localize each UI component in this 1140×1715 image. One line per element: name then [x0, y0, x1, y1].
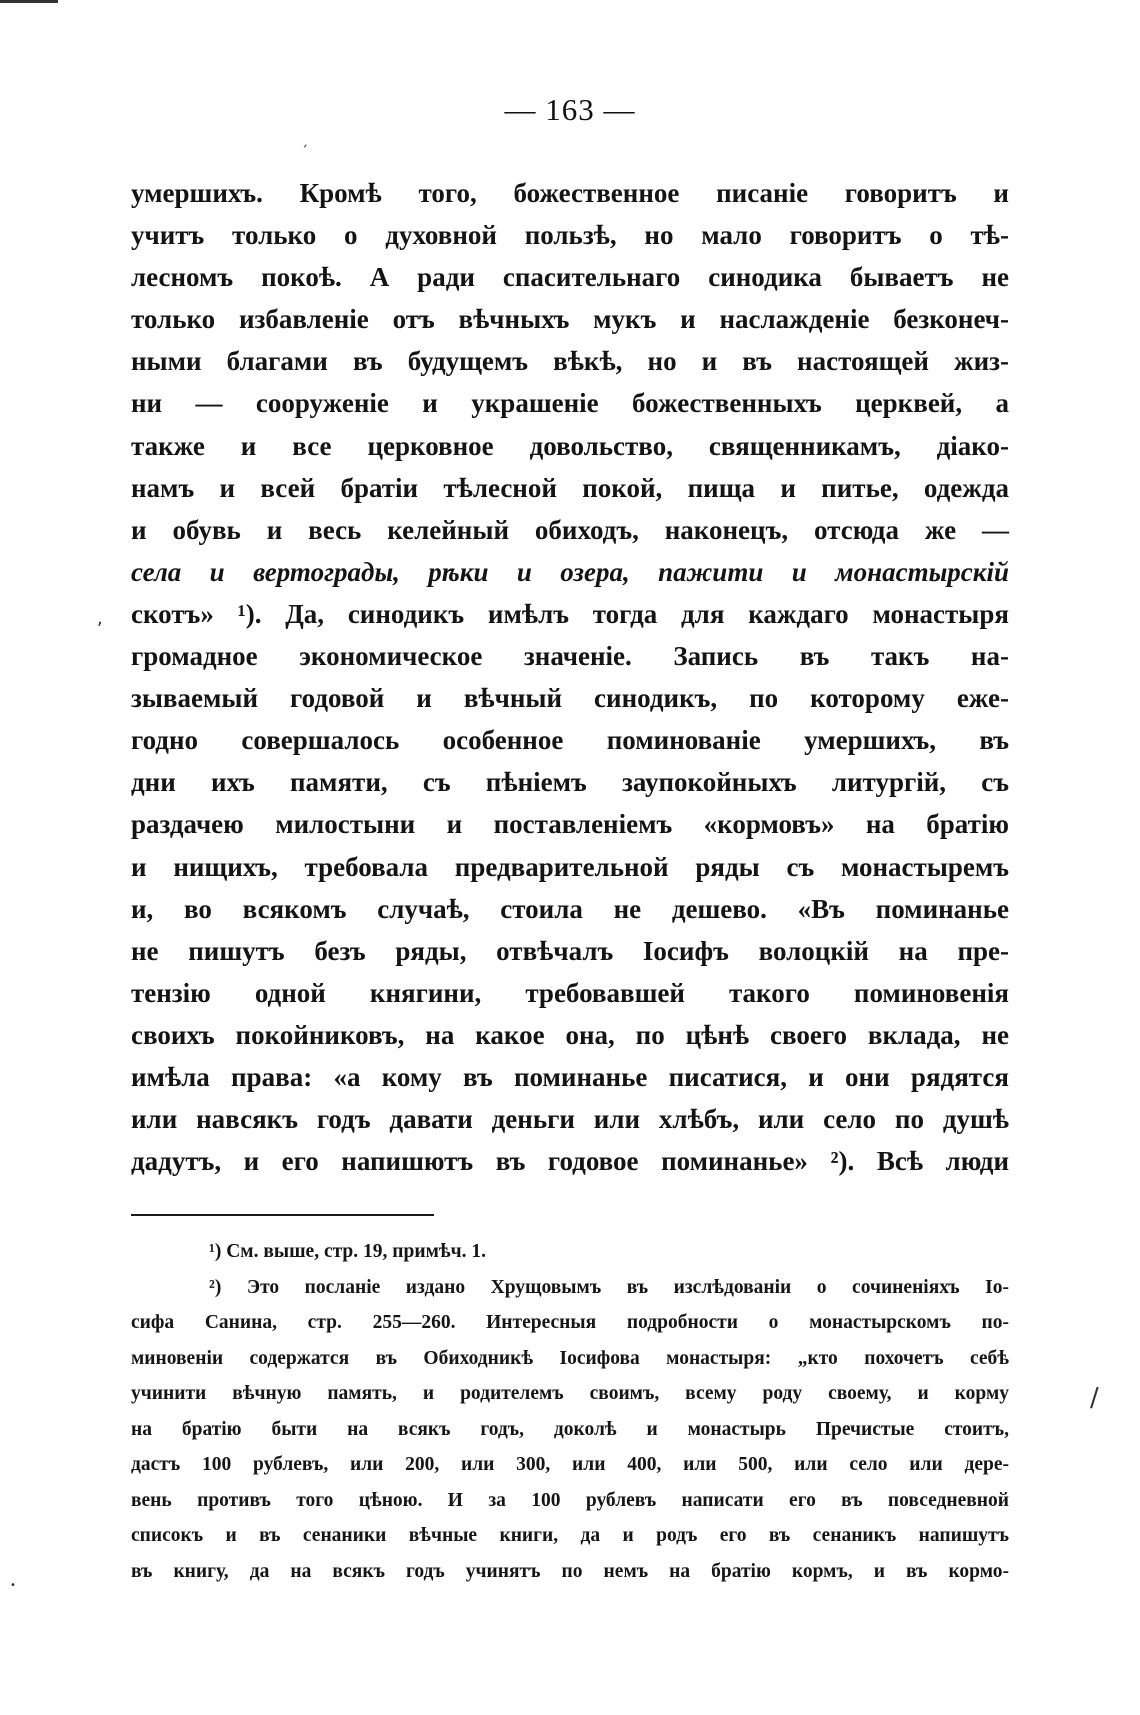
footnote-line: дастъ 100 рублевъ, или 200, или 300, или 400, или 500, или село или дере-	[131, 1454, 1009, 1475]
footnotes	[131, 1234, 1009, 1589]
text-line: и обувь и весь келейный обиходъ, наконецъ, отсюда же —	[131, 514, 1009, 545]
text-line: только избавленіе отъ вѣчныхъ мукъ и наслажденіе безконеч-	[131, 304, 1009, 335]
text-line: умершихъ. Кромѣ того, божественное писаніе говоритъ и	[131, 178, 1009, 208]
text-line: своихъ покойниковъ, на какое она, по цѣнѣ своего вклада, не	[131, 1019, 1009, 1050]
text-line: или навсякъ годъ давати деньги или хлѣбъ, или село по душѣ	[131, 1104, 1009, 1135]
text-line: намъ и всей братіи тѣлесной покой, пища и питье, одежда	[131, 472, 1009, 503]
text-line: лесномъ покоѣ. А ради спасительнаго синодика бываетъ не	[131, 262, 1009, 293]
footnote-line: ²) Это посланіе издано Хрущовымъ въ изслѣдованіи о сочиненіяхъ Іо-	[209, 1276, 1009, 1298]
text-line: зываемый годовой и вѣчный синодикъ, по которому еже-	[131, 683, 1009, 714]
footnote-line: въ книгу, да на всякъ годъ учинятъ по немъ на братію кормъ, и въ кормо-	[131, 1560, 1009, 1582]
text-line: также и все церковное довольство, священникамъ, діако-	[131, 430, 1009, 461]
footnote-line: списокъ и въ сенаники вѣчные книги, да и родъ его въ сенаникъ напишутъ	[131, 1525, 1009, 1546]
text-line: дни ихъ памяти, съ пѣніемъ заупокойныхъ литургій, съ	[131, 767, 1009, 798]
footnote-line: миновеніи содержатся въ Обиходникѣ Іосифова монастыря: „кто похочетъ себѣ	[131, 1347, 1009, 1369]
text-line: годно совершалось особенное поминованіе умершихъ, въ	[131, 725, 1009, 756]
scan-speck-mark: ˏ	[301, 132, 308, 148]
text-line: и, во всякомъ случаѣ, стоила не дешево. «Въ поминанье	[131, 893, 1009, 924]
text-line: не пишутъ безъ ряды, отвѣчалъ Іосифъ волоцкій на пре-	[131, 935, 1009, 966]
text-line: громадное экономическое значеніе. Запись въ такъ на-	[131, 641, 1009, 672]
footnote-line: учинити вѣчную память, и родителемъ своимъ, всему роду своему, и корму	[131, 1383, 1009, 1404]
text-line: ными благами въ будущемъ вѣкѣ, но и въ настоящей жиз-	[131, 346, 1009, 377]
text-line: дадутъ, и его напишютъ въ годовое поминанье» ²). Всѣ люди	[131, 1146, 1009, 1177]
main-text	[131, 172, 1009, 1182]
footnote-divider	[131, 1214, 434, 1216]
footnote-line: сифа Санина, стр. 255—260. Интересныя подробности о монастырскомъ по-	[131, 1312, 1009, 1333]
footnote-line: вень противъ того цѣною. И за 100 рублевъ написати его въ повседневной	[131, 1489, 1009, 1511]
corner-rule	[0, 0, 58, 3]
footnote-line: ¹) См. выше, стр. 19, примѣч. 1.	[209, 1241, 486, 1262]
text-line: и нищихъ, требовала предварительной ряды съ монастыремъ	[131, 851, 1009, 882]
scan-speck-mark: ,	[97, 608, 103, 629]
scan-speck-mark: •	[10, 1580, 16, 1591]
text-line: ни — сооруженіе и украшеніе божественныхъ церквей, а	[131, 388, 1009, 419]
text-line-italic: села и вертограды, рѣки и озера, пажити и монастырскій	[131, 556, 1009, 587]
text-line: тензію одной княгини, требовавшей такого поминовенія	[131, 977, 1009, 1008]
footnote-line: на братію быти на всякъ годъ, доколѣ и монастырь Пречистые стоитъ,	[131, 1418, 1009, 1440]
text-line: раздачею милостыни и поставленіемъ «кормовъ» на братію	[131, 809, 1009, 840]
text-line: скотъ» ¹). Да, синодикъ имѣлъ тогда для каждаго монастыря	[131, 598, 1009, 629]
page-number: — 163 —	[504, 92, 636, 127]
scan-speck-mark: /	[1090, 1383, 1099, 1413]
text-line: учитъ только о духовной пользѣ, но мало говоритъ о тѣ-	[131, 220, 1009, 251]
text-line: имѣла права: «а кому въ поминанье писатися, и они рядятся	[131, 1061, 1009, 1092]
